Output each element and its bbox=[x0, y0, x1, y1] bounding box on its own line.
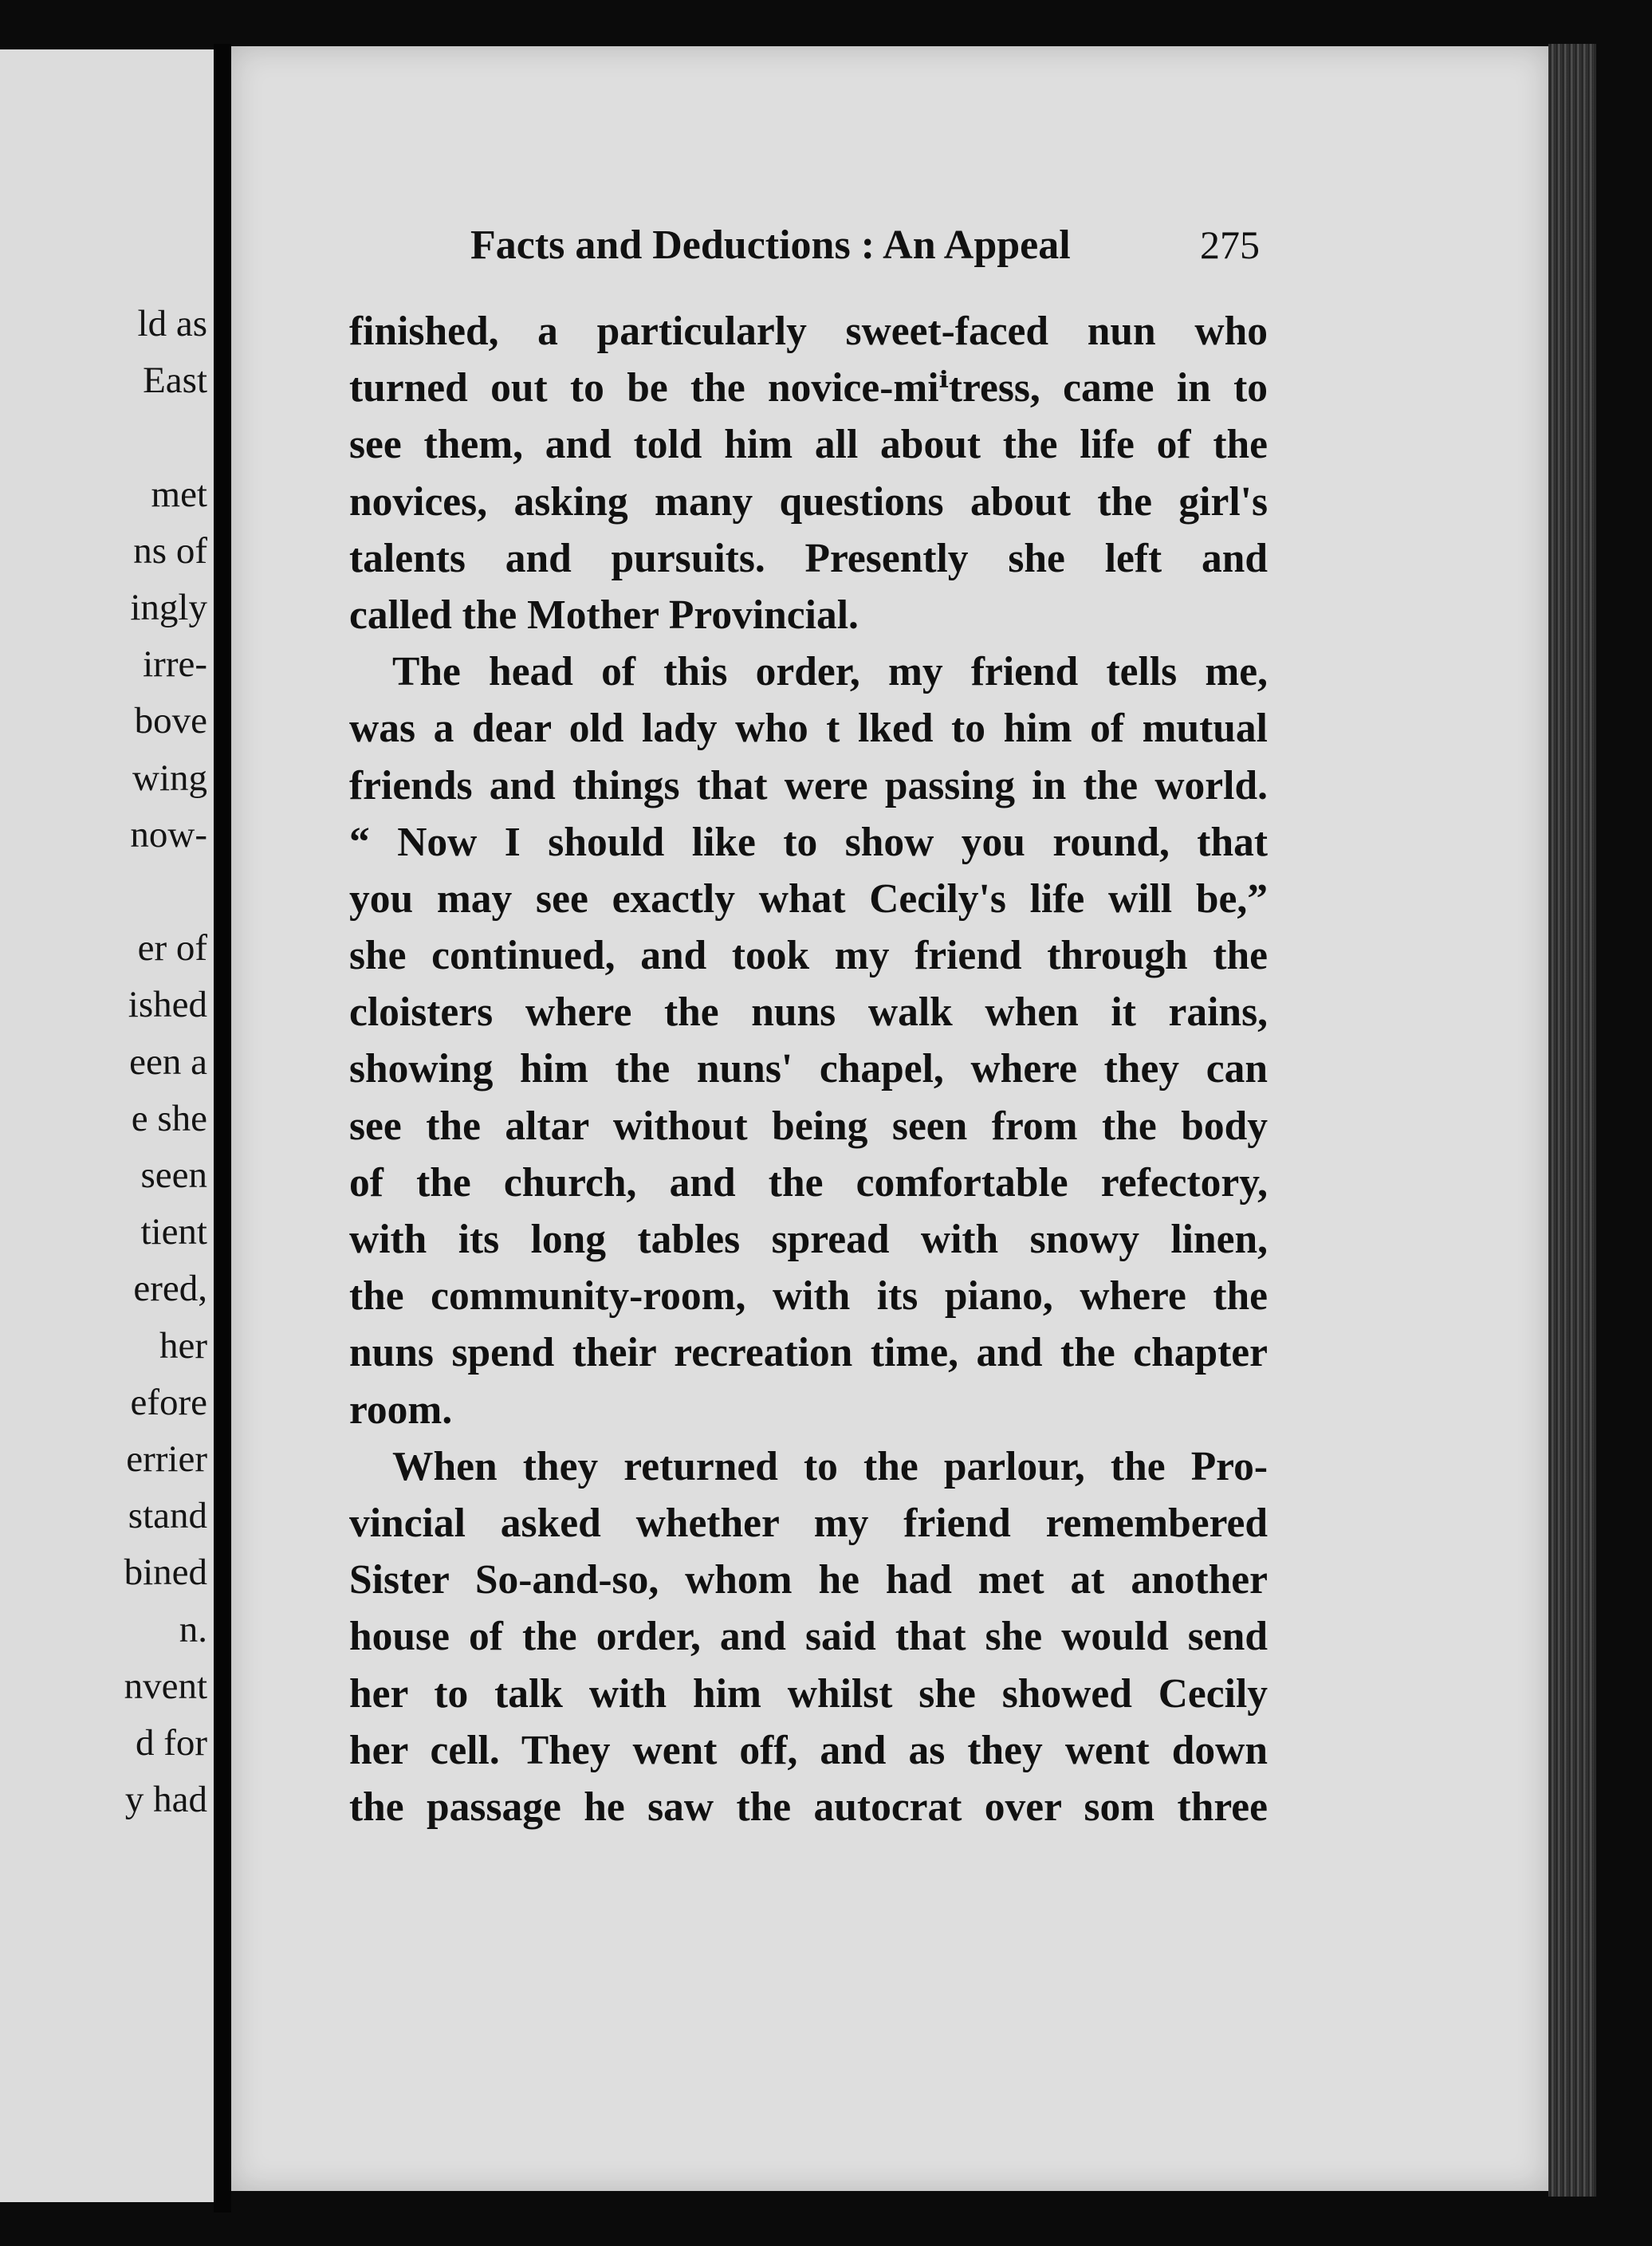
running-head bbox=[470, 222, 1260, 277]
left-facing-page bbox=[0, 49, 214, 2202]
left-page-fragment: ld as bbox=[137, 303, 207, 344]
left-page-fragment: errier bbox=[126, 1438, 207, 1480]
left-page-fragment: now- bbox=[130, 813, 207, 856]
text-line: of the church, and the comfortable refectory, bbox=[349, 1159, 1268, 1206]
text-line: the community-room, with its piano, where the bbox=[349, 1273, 1268, 1320]
text-line: friends and things that were passing in the world. bbox=[349, 762, 1268, 808]
left-page-fragment: seen bbox=[140, 1154, 207, 1196]
text-line: room. bbox=[349, 1387, 453, 1433]
text-line: novices, asking many questions about the girl's bbox=[349, 478, 1268, 525]
left-page-fragment: y had bbox=[124, 1779, 207, 1821]
page-edges bbox=[1548, 44, 1596, 2197]
left-page-fragment: d for bbox=[135, 1722, 207, 1764]
text-line: showing him the nuns' chapel, where they can bbox=[349, 1046, 1268, 1092]
left-page-fragment: ished bbox=[128, 984, 207, 1026]
text-line: called the Mother Provincial. bbox=[349, 592, 859, 638]
book-gutter bbox=[214, 44, 231, 2213]
left-page-fragment: East bbox=[143, 360, 207, 402]
page-number: 275 bbox=[1200, 222, 1260, 267]
left-page-fragment: ns of bbox=[133, 529, 207, 572]
left-page-fragment: ered, bbox=[133, 1268, 207, 1310]
left-page-fragment: stand bbox=[128, 1495, 207, 1537]
left-page-fragment: wing bbox=[132, 757, 207, 799]
text-line: her to talk with him whilst she showed Cecily bbox=[349, 1670, 1268, 1717]
left-page-fragment: ingly bbox=[130, 587, 207, 628]
text-line: you may see exactly what Cecily's life will be,” bbox=[349, 875, 1268, 922]
text-line: When they returned to the parlour, the Pro- bbox=[392, 1443, 1268, 1489]
text-line: vincial asked whether my friend remembered bbox=[349, 1500, 1268, 1546]
left-page-fragment: efore bbox=[130, 1381, 207, 1423]
text-line: with its long tables spread with snowy linen, bbox=[349, 1217, 1268, 1262]
left-page-fragment: tient bbox=[140, 1211, 207, 1253]
left-page-fragment: irre- bbox=[143, 643, 207, 686]
left-page-fragment: her bbox=[159, 1324, 207, 1367]
text-line: her cell. They went off, and as they went down bbox=[349, 1727, 1268, 1773]
text-line: was a dear old lady who t lked to him of mutual bbox=[349, 706, 1268, 752]
text-line: “ Now I should like to show you round, that bbox=[349, 819, 1268, 865]
text-line: nuns spend their recreation time, and the chapter bbox=[349, 1330, 1268, 1376]
left-page-fragment: er of bbox=[137, 927, 207, 970]
text-line: see the altar without being seen from the body bbox=[349, 1103, 1268, 1149]
running-head-title: Facts and Deductions : An Appeal bbox=[470, 222, 1071, 268]
left-page-fragment: met bbox=[151, 473, 207, 515]
text-line: cloisters where the nuns walk when it rains, bbox=[349, 989, 1268, 1036]
left-page-fragment: een a bbox=[129, 1040, 207, 1083]
left-page-fragment: n. bbox=[179, 1608, 207, 1650]
text-line: Sister So-and-so, whom he had met at another bbox=[349, 1557, 1268, 1603]
text-line: see them, and told him all about the life of the bbox=[349, 422, 1268, 468]
body-text bbox=[349, 303, 1268, 1835]
left-page-fragment: bined bbox=[124, 1552, 207, 1594]
left-page-fragment: bove bbox=[134, 700, 207, 742]
text-line: she continued, and took my friend through the bbox=[349, 933, 1268, 979]
left-page-fragment: e she bbox=[131, 1097, 207, 1139]
text-line: talents and pursuits. Presently she left and bbox=[349, 535, 1268, 581]
text-line: finished, a particularly sweet-faced nun who bbox=[349, 309, 1268, 354]
text-line: The head of this order, my friend tells me, bbox=[392, 649, 1268, 695]
text-line: turned out to be the novice-miⁱtress, came in to bbox=[349, 365, 1268, 411]
text-line: house of the order, and said that she would send bbox=[349, 1614, 1268, 1660]
text-line: the passage he saw the autocrat over som three bbox=[349, 1784, 1268, 1830]
left-page-fragment: nvent bbox=[124, 1665, 207, 1707]
